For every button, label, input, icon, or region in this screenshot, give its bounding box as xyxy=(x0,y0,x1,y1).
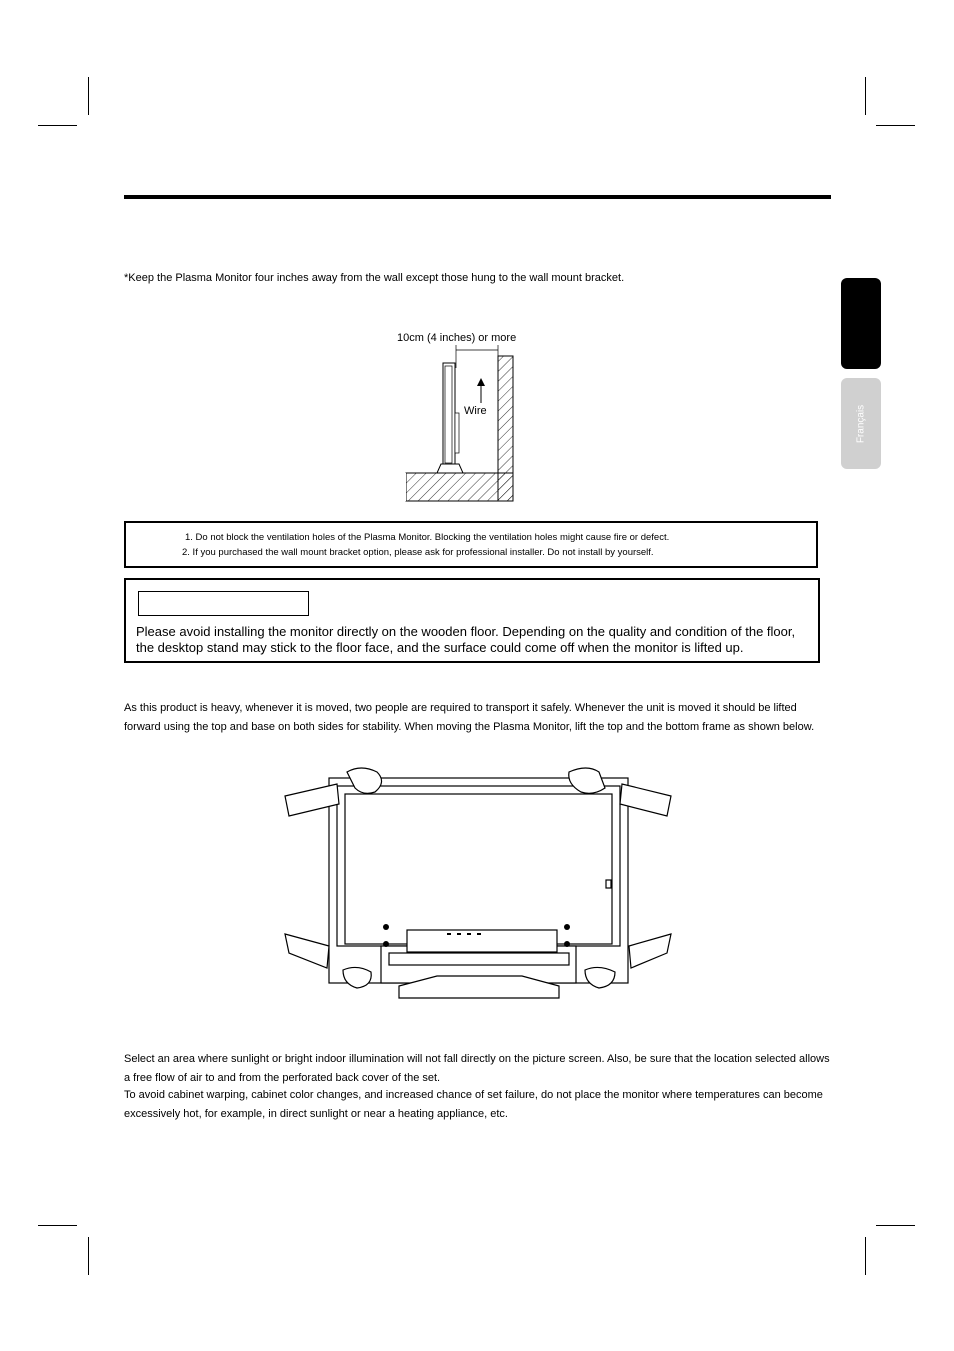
lifting-figure xyxy=(277,758,679,1004)
note-item: 1. Do not block the ventilation holes of the Plasma Monitor. Blocking the ventilation holes might cause fire or defect. xyxy=(185,532,670,543)
intro-text: *Keep the Plasma Monitor four inches away from the wall except those hung to the wall mount bracket. xyxy=(124,272,625,284)
crop-mark xyxy=(865,1237,866,1275)
header-rule xyxy=(124,195,831,199)
wire-label: Wire xyxy=(464,405,487,417)
moving-text: As this product is heavy, whenever it is moved, two people are required to transport it safely. Whenever the unit is moved it should be lifted forward using the top and base on both sides for stability. When moving the Plasma Monitor, lift the top and the bottom frame as shown below. xyxy=(124,702,815,733)
crop-mark xyxy=(876,1225,915,1226)
tab-english[interactable] xyxy=(841,278,881,369)
crop-mark xyxy=(88,77,89,115)
tab-francais[interactable] xyxy=(841,378,881,469)
note-item: 2. If you purchased the wall mount bracket option, please ask for professional installer. Do not install by yourself. xyxy=(182,547,654,558)
location-text-2: To avoid cabinet warping, cabinet color changes, and increased chance of set failure, do not place the monitor where temperatures can become excessively hot, for example, in direct sunlight or near a heating appliance, etc. xyxy=(124,1089,823,1120)
caution-box xyxy=(124,578,820,663)
crop-mark xyxy=(38,1225,77,1226)
tab-francais-label: Français xyxy=(855,404,867,443)
wall-distance-figure xyxy=(393,298,568,510)
note-box xyxy=(124,521,818,568)
distance-label: 10cm (4 inches) or more xyxy=(397,332,517,344)
crop-mark xyxy=(38,125,77,126)
caution-text: Please avoid installing the monitor directly on the wooden floor. Depending on the quality and condition of the floor, the desktop stand may stick to the floor face, and the surface could come off when the monitor is lifted up. xyxy=(136,624,796,655)
caution-label-box xyxy=(138,591,309,616)
location-text-1: Select an area where sunlight or bright indoor illumination will not fall directly on the picture screen. Also, be sure that the location selected allows a free flow of air to and from the perforated back cover of the set. xyxy=(124,1053,830,1084)
crop-mark xyxy=(876,125,915,126)
crop-mark xyxy=(865,77,866,115)
crop-mark xyxy=(88,1237,89,1275)
